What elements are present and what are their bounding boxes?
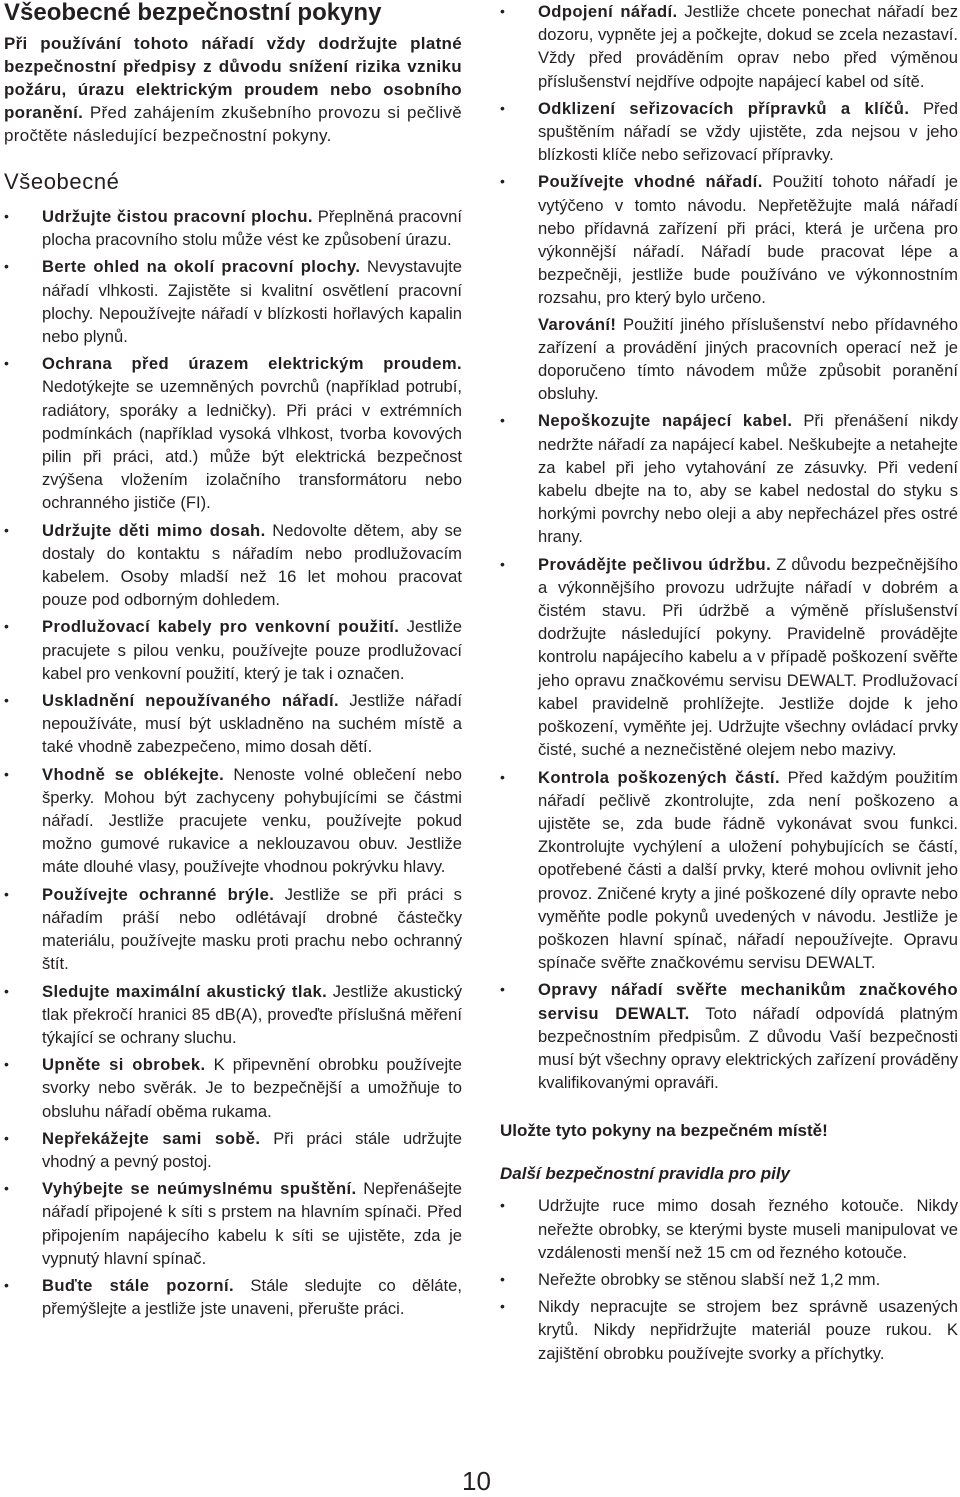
list-item bbox=[500, 170, 958, 405]
list-item bbox=[4, 883, 462, 976]
general-rules-list bbox=[4, 205, 462, 1320]
item-text: Nevystavujte nářadí vlhkosti. Zajistěte si kvalitní osvětlení pracovní plochy. Nepoužívejte nářadí v blízkosti hořlavých kapalin nebo plynů. bbox=[42, 257, 462, 347]
item-text: Před každým použitím nářadí pečlivě zkontrolujte, zda není poškozeno a ujistěte se, zda bude řádně vykonávat svou funkci. Zkontrolujte vychýlení a uložení pohybujících se částí, opotřebené části a další prvky, které mohou ovlivnit jeho provoz. Zničené kryty a jiné poškozené díly opravte nebo vyměňte podle pokynů uvedených v návodu. Jestliže je poškozen hlavní spínač, nářadí nepoužívejte. Opravu spínače svěřte značkovému servisu DEWALT. bbox=[538, 767, 958, 973]
item-heading: Odklizení seřizovacích přípravků a klíčů. bbox=[538, 98, 910, 118]
item-heading: Používejte ochranné brýle. bbox=[42, 884, 275, 904]
bullet-icon: • bbox=[500, 981, 505, 998]
item-text: Při práci stále udržujte vhodný a pevný postoj. bbox=[42, 1128, 462, 1171]
item-heading: Udržujte čistou pracovní plochu. bbox=[42, 207, 313, 226]
item-text: Neřežte obrobky se stěnou slabší než 1,2 mm. bbox=[538, 1269, 881, 1289]
list-item bbox=[4, 980, 462, 1050]
list-item bbox=[500, 1268, 958, 1291]
list-item bbox=[500, 1295, 958, 1365]
list-item bbox=[500, 1194, 958, 1264]
intro-bold: Při používání tohoto nářadí vždy dodržujte platné bezpečnostní předpisy z důvodu snížení rizika vzniku požáru, úrazu elektrickým proudem nebo osobního poranění. bbox=[4, 34, 462, 122]
item-text: Použití tohoto nářadí je vytýčeno v tomto návodu. Nepřetěžujte malá nářadí nebo přídavná zařízení při práci, která je určena pro výkonnější nářadí. Nářadí bude pracovat lépe a bezpečněji, jestliže bude používáno ve výkonnostním rozsahu, pro který bylo určeno. bbox=[538, 172, 958, 308]
item-text: K připevnění obrobku používejte svorky nebo svěrák. Je to bezpečnější a umožňuje to obsluhu nářadí oběma rukama. bbox=[42, 1055, 462, 1121]
item-text: Nedotýkejte se uzemněných povrchů (například potrubí, radiátory, sporáky a ledničky). Při práci v extrémních podmínkách (například vysoká vlhkost, tvorba kovových pilin při práci, atd.) může být elektrická bezpečnost zvýšena vložením izolačního transformátoru nebo ochranného jističe (FI). bbox=[42, 377, 462, 513]
bullet-icon: • bbox=[4, 1276, 9, 1293]
list-item bbox=[500, 97, 958, 167]
list-item bbox=[500, 766, 958, 975]
item-text: Jestliže pracujete s pilou venku, používejte pouze prodlužovací kabel pro venkovní použití, který je tak i označen. bbox=[42, 617, 462, 683]
item-text: Před spuštěním nářadí se vždy ujistěte, zda nejsou v jeho blízkosti klíče nebo seřizovací přípravky. bbox=[538, 98, 958, 165]
item-heading: Opravy nářadí svěřte mechanikům značkového servisu DEWALT. bbox=[538, 980, 958, 1023]
item-text: Jestliže se při práci s nářadím práší nebo odlétávají drobné částečky materiálu, používejte masku proti prachu nebo ochranný štít. bbox=[42, 884, 462, 974]
bullet-icon: • bbox=[500, 3, 505, 19]
list-item bbox=[4, 205, 462, 251]
list-item bbox=[4, 352, 462, 514]
bullet-icon: • bbox=[500, 173, 505, 190]
bullet-icon: • bbox=[4, 765, 9, 782]
intro-paragraph bbox=[4, 32, 462, 147]
item-heading: Sledujte maximální akustický tlak. bbox=[42, 981, 328, 1001]
list-item bbox=[4, 255, 462, 348]
item-heading: Prodlužovací kabely pro venkovní použití. bbox=[42, 617, 400, 637]
intro-rest: Před zahájením zkušebního provozu si pečlivě pročtěte následující bezpečnostní pokyny. bbox=[4, 103, 462, 145]
item-heading: Nepoškozujte napájecí kabel. bbox=[538, 411, 793, 431]
item-text: Stále sledujte co děláte, přemýšlejte a jestliže jste unaveni, přerušte práci. bbox=[42, 1275, 462, 1319]
bullet-icon: • bbox=[4, 618, 9, 635]
bullet-icon: • bbox=[500, 412, 505, 429]
item-text: Nikdy nepracujte se strojem bez správně usazených krytů. Nikdy nepřidržujte materiál pouze rukou. K zajištění obrobku používejte svorky a příchytky. bbox=[538, 1297, 958, 1363]
item-text: Jestliže akustický tlak překročí hranici 85 dB(A), proveďte příslušná měření týkající se ochrany sluchu. bbox=[42, 981, 462, 1047]
warning-text: Použití jiného příslušenství nebo přídavného zařízení a provádění jiných pracovních operací než je doporučeno tímto návodem může způsobit poranění obsluhy. bbox=[538, 314, 958, 404]
bullet-icon: • bbox=[4, 208, 9, 224]
list-item bbox=[4, 689, 462, 759]
bullet-icon: • bbox=[500, 768, 505, 785]
list-item bbox=[4, 615, 462, 685]
item-heading: Upněte si obrobek. bbox=[42, 1055, 206, 1075]
item-heading: Uskladnění nepoužívaného nářadí. bbox=[42, 691, 340, 711]
item-heading: Odpojení nářadí. bbox=[538, 2, 678, 21]
item-heading: Používejte vhodné nářadí. bbox=[538, 172, 763, 192]
bullet-icon: • bbox=[4, 1129, 9, 1146]
list-item bbox=[500, 409, 958, 548]
page-title: Všeobecné bezpečnostní pokyny bbox=[4, 0, 382, 26]
item-heading: Ochrana před úrazem elektrickým proudem. bbox=[42, 354, 462, 374]
list-item bbox=[500, 553, 958, 762]
item-heading: Berte ohled na okolí pracovní plochy. bbox=[42, 257, 361, 277]
list-item bbox=[4, 1053, 462, 1123]
bullet-icon: • bbox=[4, 521, 9, 538]
item-heading: Vhodně se oblékejte. bbox=[42, 764, 225, 784]
item-text: Nepřenášejte nářadí připojené k síti s prstem na hlavním spínači. Před připojením napájecího kabelu k síti se ujistěte, zda je vypnutý hlavní spínač. bbox=[42, 1179, 462, 1268]
left-column bbox=[4, 0, 462, 1324]
item-heading: Kontrola poškozených částí. bbox=[538, 767, 780, 787]
warning-label: Varování! bbox=[538, 314, 617, 334]
list-item bbox=[4, 519, 462, 612]
general-heading: Všeobecné bbox=[4, 169, 120, 194]
list-item bbox=[4, 1177, 462, 1270]
item-heading: Nepřekážejte sami sobě. bbox=[42, 1128, 261, 1148]
item-text: Přeplněná pracovní plocha pracovního stolu může vést ke způsobení úrazu. bbox=[42, 207, 462, 250]
item-heading: Vyhýbejte se neúmyslnému spuštění. bbox=[42, 1179, 357, 1199]
bullet-icon: • bbox=[500, 99, 505, 116]
bullet-icon: • bbox=[500, 1270, 505, 1287]
saw-rules-list bbox=[500, 1194, 958, 1364]
bullet-icon: • bbox=[4, 258, 9, 275]
list-item bbox=[4, 1274, 462, 1320]
list-item bbox=[500, 0, 958, 93]
item-text: Nedovolte dětem, aby se dostaly do kontaktu s nářadím nebo prodlužovacím kabelem. Osoby mladší než 16 let mohou pracovat pouze pod odborným dohledem. bbox=[42, 520, 462, 610]
list-item bbox=[4, 763, 462, 879]
warning-note bbox=[538, 313, 958, 406]
item-heading: Provádějte pečlivou údržbu. bbox=[538, 554, 772, 574]
item-text: Udržujte ruce mimo dosah řezného kotouče. Nikdy neřežte obrobky, se kterými byste museli manipulovat ve vzdálenosti menší než 15 cm od řezného kotouče. bbox=[538, 1196, 958, 1262]
saw-rules-heading: Další bezpečnostní pravidla pro pily bbox=[500, 1164, 791, 1184]
item-heading: Udržujte děti mimo dosah. bbox=[42, 520, 266, 540]
bullet-icon: • bbox=[4, 1180, 9, 1197]
bullet-icon: • bbox=[500, 1197, 505, 1214]
right-column bbox=[500, 0, 958, 1369]
list-item bbox=[4, 1127, 462, 1173]
bullet-icon: • bbox=[4, 885, 9, 902]
item-text: Nenoste volné oblečení nebo šperky. Mohou být zachyceny pohybujícími se částmi nářadí. Jestliže pracujete venku, používejte pokud možno gumové rukavice a neklouzavou obuv. Jestliže máte dlouhé vlasy, používejte vhodnou pokrývku hlavy. bbox=[42, 764, 462, 877]
list-item bbox=[500, 978, 958, 1094]
item-text: Jestliže nářadí nepoužíváte, musí být uskladněno na suchém místě a také vhodně zabezpečeno, mimo dosah dětí. bbox=[42, 691, 462, 757]
general-rules-list-continued bbox=[500, 0, 958, 1094]
bullet-icon: • bbox=[4, 355, 9, 372]
item-text: Při přenášení nikdy nedržte nářadí za napájecí kabel. Neškubejte a netahejte za kabel při jeho vytahování ze zásuvky. Při vedení kabelu dbejte na to, aby se kabel nedostal do styku s horkými povrchy nebo oleji a aby nepřecházel přes ostré hrany. bbox=[538, 411, 959, 547]
item-text: Toto nářadí odpovídá platným bezpečnostním předpisům. Z důvodu Vaší bezpečnosti musí být všechny opravy elektrických zařízení prováděny kvalifikovanými opraváři. bbox=[538, 1003, 958, 1093]
bullet-icon: • bbox=[500, 555, 505, 572]
item-text: Z důvodu bezpečnějšího a výkonnějšího provozu udržujte nářadí v dobrém a čistém stavu. Při údržbě a výměně příslušenství dodržujte následující pokyny. Pravidelně provádějte kontrolu napájecího kabelu a v případě poškození svěřte jeho opravu značkovému servisu DEWALT. Prodlužovací kabel pravidelně prohlížejte. Jestliže dojde k jeho poškození, vyměňte jej. Udržujte všechny ovládací prvky čisté, suché a neznečistěné olejem nebo mazivy. bbox=[538, 554, 958, 760]
bullet-icon: • bbox=[4, 982, 9, 999]
bullet-icon: • bbox=[4, 692, 9, 709]
item-text: Jestliže chcete ponechat nářadí bez dozoru, vypněte jej a počkejte, dokud se zcela nezastaví. Vždy před prováděním oprav nebo před výměnou příslušenství nejdříve odpojte napájecí kabel od sítě. bbox=[538, 2, 958, 91]
page-number: 10 bbox=[462, 1466, 491, 1496]
store-note: Uložte tyto pokyny na bezpečném místě! bbox=[500, 1121, 828, 1141]
bullet-icon: • bbox=[500, 1298, 505, 1315]
bullet-icon: • bbox=[4, 1056, 9, 1073]
item-heading: Buďte stále pozorní. bbox=[42, 1275, 234, 1295]
